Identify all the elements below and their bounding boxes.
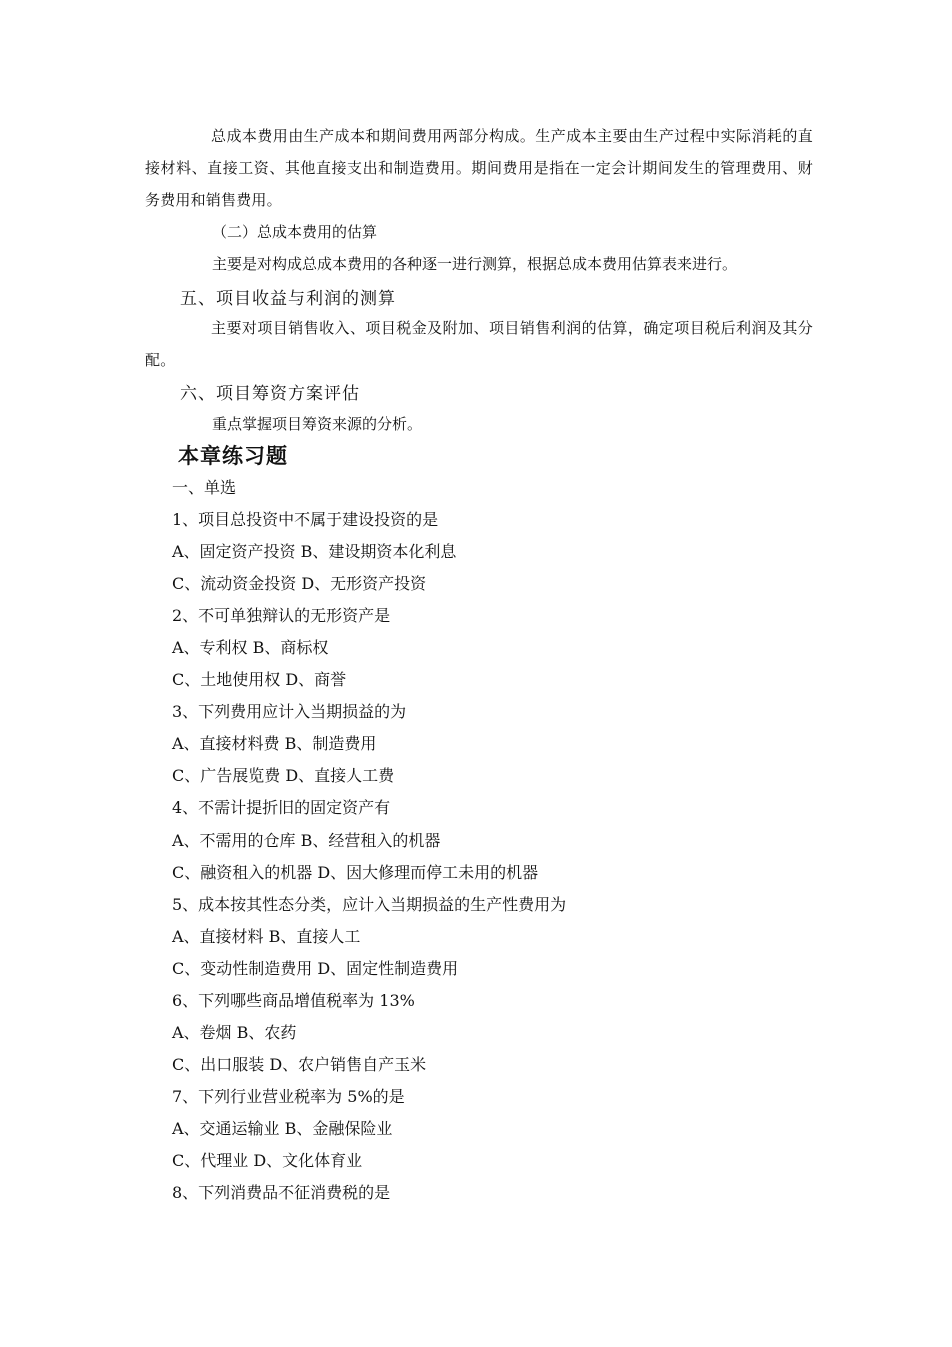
question-stem: 1、项目总投资中不属于建设投资的是 [172,510,439,529]
answer-options: A、直接材料费 B、制造费用 [172,734,377,753]
answer-options: C、融资租入的机器 D、因大修理而停工未用的机器 [172,863,539,882]
question-stem: 2、不可单独辩认的无形资产是 [172,606,391,625]
section-5-text: 主要对项目销售收入、项目税金及附加、项目销售利润的估算，确定项目税后利润及其分配。 [145,319,813,369]
answer-options: C、变动性制造费用 D、固定性制造费用 [172,959,459,978]
subsection-2-text: 主要是对构成总成本费用的各种逐一进行测算，根据总成本费用估算表来进行。 [212,255,738,273]
answer-options: C、代理业 D、文化体育业 [172,1151,363,1170]
question-stem: 8、下列消费品不征消费税的是 [172,1183,391,1202]
answer-options: C、出口服装 D、农户销售自产玉米 [172,1055,427,1074]
cost-composition-paragraph: 总成本费用由生产成本和期间费用两部分构成。生产成本主要由生产过程中实际消耗的直接材料、直接工资、其他直接支出和制造费用。期间费用是指在一定会计期间发生的管理费用、财务费用和销售费用。 [145,127,813,209]
exercises-title: 本章练习题 [178,444,288,468]
section-5-heading: 五、项目收益与利润的测算 [180,289,396,309]
answer-options: C、流动资金投资 D、无形资产投资 [172,574,427,593]
answer-options: A、交通运输业 B、金融保险业 [172,1119,393,1138]
question-stem: 4、不需计提折旧的固定资产有 [172,798,391,817]
question-stem: 7、下列行业营业税率为 5%的是 [172,1087,405,1106]
answer-options: A、固定资产投资 B、建设期资本化利息 [172,542,457,561]
section-6-text: 重点掌握项目筹资来源的分析。 [212,415,423,433]
question-stem: 5、成本按其性态分类，应计入当期损益的生产性费用为 [172,895,567,914]
answer-options: C、土地使用权 D、商誉 [172,670,347,689]
question-type-label: 一、单选 [172,478,237,497]
question-stem: 3、下列费用应计入当期损益的为 [172,702,407,721]
subsection-2-heading: （二）总成本费用的估算 [212,223,378,241]
question-stem: 6、下列哪些商品增值税率为 13% [172,991,415,1010]
answer-options: C、广告展览费 D、直接人工费 [172,766,395,785]
answer-options: A、直接材料 B、直接人工 [172,927,361,946]
answer-options: A、专利权 B、商标权 [172,638,329,657]
section-6-heading: 六、项目筹资方案评估 [180,384,360,404]
answer-options: A、不需用的仓库 B、经营租入的机器 [172,831,441,850]
answer-options: A、卷烟 B、农药 [172,1023,297,1042]
